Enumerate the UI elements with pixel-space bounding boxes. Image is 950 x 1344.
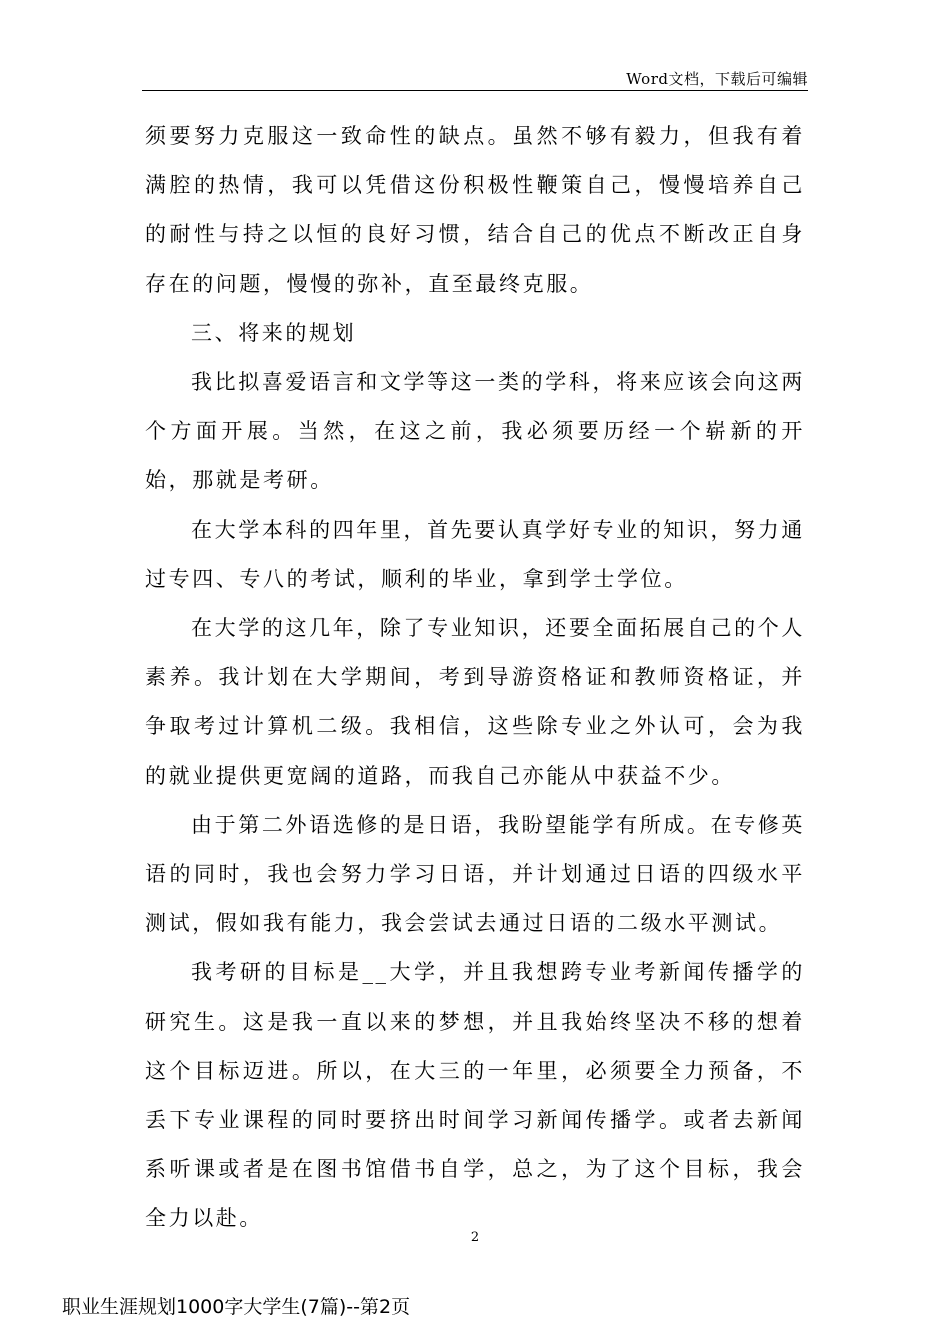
paragraph: 在大学本科的四年里，首先要认真学好专业的知识，努力通过专四、专八的考试，顺利的毕业，拿到学士学位。 [145, 517, 805, 591]
paragraph: 由于第二外语选修的是日语，我盼望能学有所成。在专修英语的同时，我也会努力学习日语，并计划通过日语的四级水平测试，假如我有能力，我会尝试去通过日语的二级水平测试。 [145, 812, 805, 936]
paragraph-continuation: 须要努力克服这一致命性的缺点。虽然不够有毅力，但我有着满腔的热情，我可以凭借这份积极性鞭策自己，慢慢培养自己的耐性与持之以恒的良好习惯，结合自己的优点不断改正自身存在的问题，慢慢的弥补，直至最终克服。 [145, 124, 805, 296]
page-number: 2 [470, 1230, 480, 1245]
paragraph: 我比拟喜爱语言和文学等这一类的学科，将来应该会向这两个方面开展。当然，在这之前，我必须要历经一个崭新的开始，那就是考研。 [145, 370, 805, 493]
footer-document-title: 职业生涯规划1000字大学生(7篇)--第2页 [62, 1296, 411, 1318]
header-divider [142, 90, 808, 91]
section-heading: 三、将来的规划 [191, 320, 357, 345]
document-header-label: Word文档，下载后可编辑 [626, 70, 808, 88]
paragraph: 我考研的目标是__大学，并且我想跨专业考新闻传播学的研究生。这是我一直以来的梦想，并且我始终坚决不移的想着这个目标迈进。所以，在大三的一年里，必须要全力预备，不丢下专业课程的同时要挤出时间学习新闻传播学。或者去新闻系听课或者是在图书馆借书自学，总之，为了这个目标，我会全力以赴。 [145, 960, 805, 1231]
paragraph: 在大学的这几年，除了专业知识，还要全面拓展自己的个人素养。我计划在大学期间，考到导游资格证和教师资格证，并争取考过计算机二级。我相信，这些除专业之外认可，会为我的就业提供更宽阔的道路，而我自己亦能从中获益不少。 [145, 616, 805, 788]
document-body [145, 112, 805, 1244]
